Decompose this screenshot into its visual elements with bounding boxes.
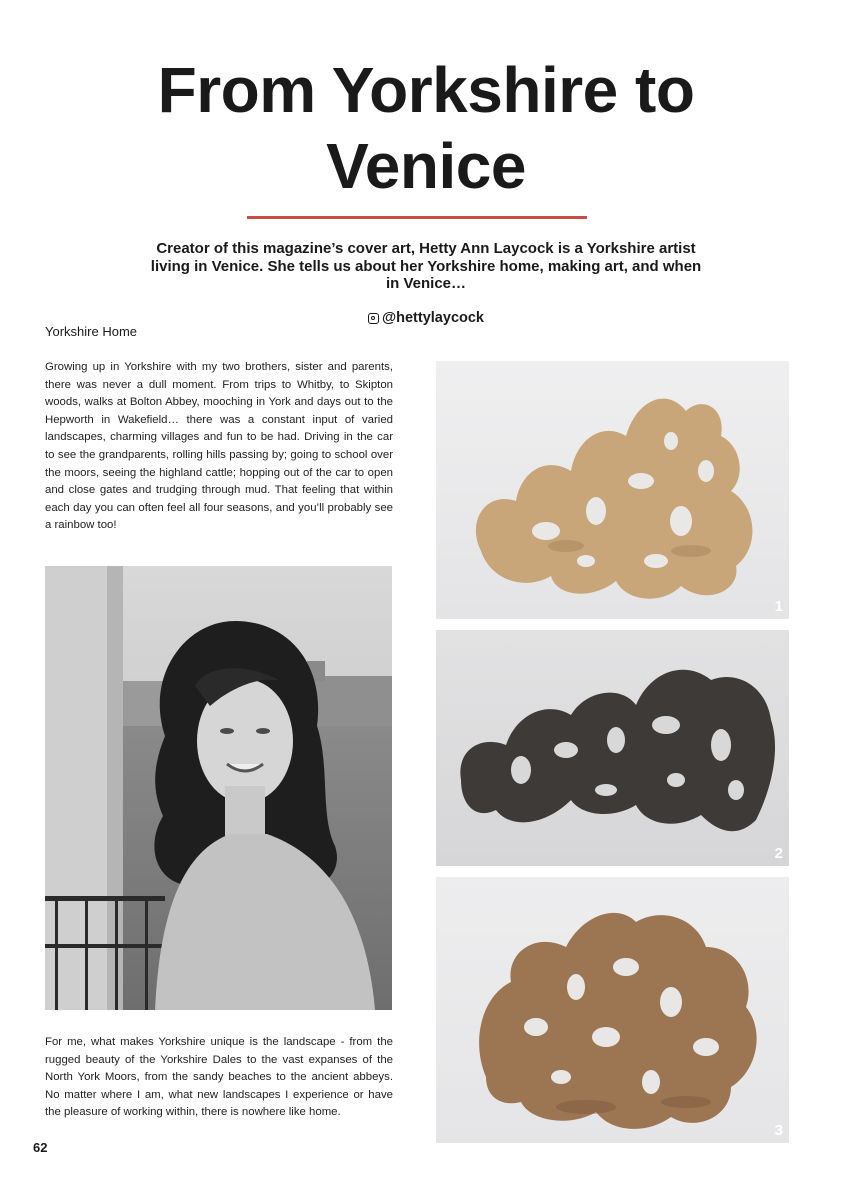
- article-standfirst: Creator of this magazine’s cover art, Hetty Ann Laycock is a Yorkshire artist living in Venice. She tells us about her Yorkshire home, making art, and when in Venice…: [150, 240, 702, 292]
- artist-portrait-photo: [45, 566, 392, 1010]
- photo-number: 3: [774, 1122, 783, 1139]
- social-handle[interactable]: [300, 309, 552, 327]
- body-paragraph: Growing up in Yorkshire with my two brothers, sister and parents, there was never a dull moment. From trips to Whitby, to Skipton woods, walks at Bolton Abbey, mooching in York and days out to the Hepworth in Wakefield… there was a constant input of varied landscapes, charming villages and fun to be had. Driving in the car to see the grandparents, rolling hills passing by; going to school over the moors, seeing the highland cattle; hopping out of the car to open and close gates and trudging through mud. That feeling that within each day you can often feel all four seasons, and you’ll probably see a rainbow too!: [45, 361, 393, 532]
- title-divider: [247, 216, 587, 219]
- instagram-icon: [368, 313, 379, 324]
- sculpture-photo-3: [436, 877, 789, 1143]
- article-title: From Yorkshire to Venice: [157, 54, 695, 202]
- page-number: 62: [33, 1140, 48, 1155]
- social-handle-text: @hettylaycock: [382, 310, 484, 326]
- sculpture-photo-1: [436, 361, 789, 619]
- photo-number: 2: [774, 845, 783, 862]
- photo-number: 1: [774, 598, 783, 615]
- body-paragraph: For me, what makes Yorkshire unique is the landscape - from the rugged beauty of the Yorkshire Dales to the vast expanses of the North York Moors, from the sandy beaches to the ancient abbeys. No matter where I am, what new landscapes I experience or have the pleasure of working within, there is nowhere like home.: [45, 1036, 393, 1119]
- sculpture-photo-2: [436, 630, 789, 866]
- section-heading: Yorkshire Home: [45, 324, 138, 339]
